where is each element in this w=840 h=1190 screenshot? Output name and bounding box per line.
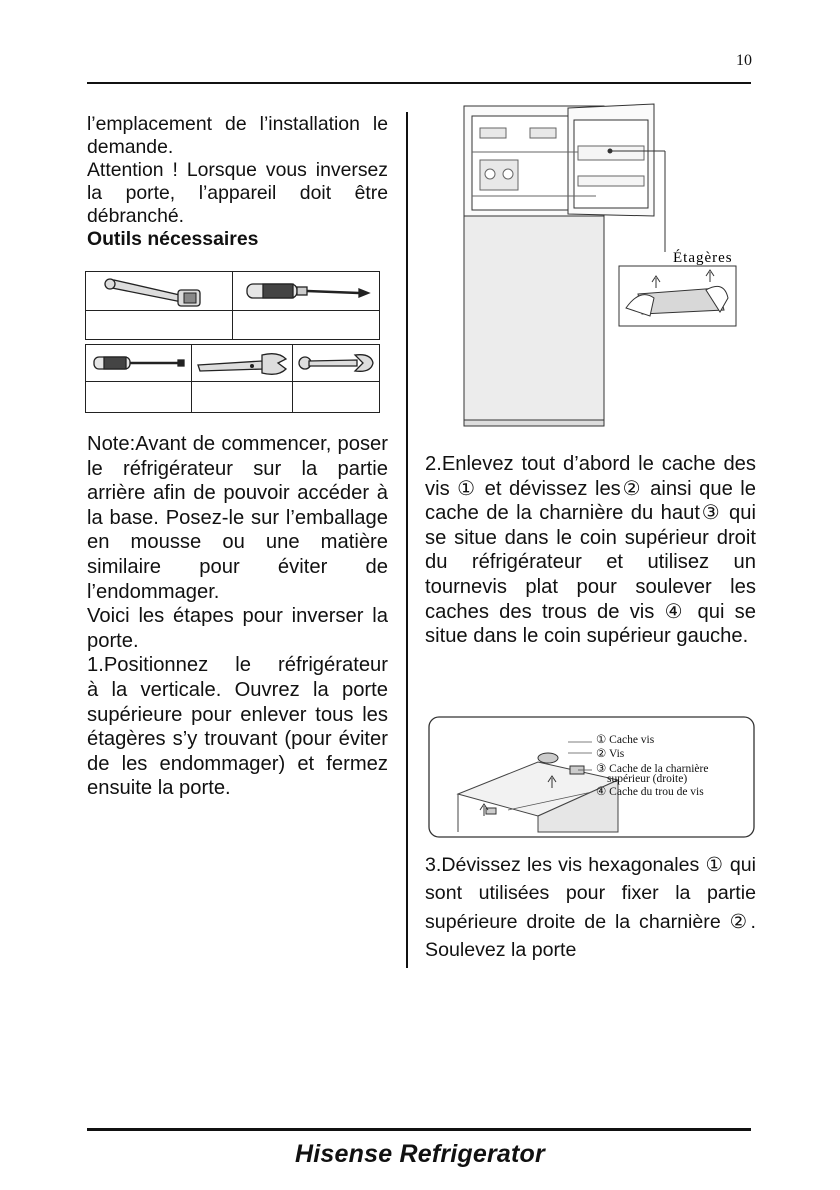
tool-cell [85, 344, 192, 382]
shelves-label: Étagères [673, 250, 733, 266]
column-divider [406, 112, 408, 968]
phillips-screwdriver-icon [233, 272, 379, 310]
hinge-label-screw-cover: ① Cache vis [596, 734, 655, 746]
tool-cell [191, 344, 293, 382]
tool-cell [85, 271, 233, 311]
hinge-label-hole-cover: ④ Cache du trou de vis [596, 786, 704, 798]
combination-spanner-icon [293, 345, 379, 381]
hinge-label-screw: ② Vis [596, 748, 625, 760]
tool-cell [232, 271, 380, 311]
page-number: 10 [736, 52, 752, 69]
intro-paragraph: l’emplacement de l’installation le demande. [87, 113, 388, 158]
note-paragraph: Note:Avant de commencer, poser le réfrigérateur sur la partie arrière afin de pouvoir accéder à la base. Posez-le sur l’emballage en mousse ou une matière similaire pour éviter de l’endommager. [87, 433, 388, 603]
steps-intro-paragraph: Voici les étapes pour inverser la porte. [87, 605, 388, 652]
hinge-label-hinge-cover-sub: supérieur (droite) [607, 773, 688, 785]
step1-paragraph: à la verticale. Ouvrez la porte supérieure pour enlever tous les étagères s’y trouvant (pour éviter de les endommager) et fermez ensuite la porte. [87, 678, 388, 800]
footer-brand: Hisense Refrigerator [295, 1140, 545, 1168]
fridge-figure [428, 102, 754, 430]
tool-label-cell [85, 381, 192, 413]
attention-paragraph: Attention ! Lorsque vous inversez la porte, l’appareil doit être débranché. [87, 159, 388, 227]
tool-label-cell [292, 381, 380, 413]
note-text [87, 432, 388, 801]
adjustable-wrench-icon [192, 345, 292, 381]
step1-title: 1.Positionnez le réfrigérateur [87, 654, 388, 677]
tools-heading: Outils nécessaires [87, 228, 259, 250]
hinge-label-hinge-cover: ③ Cache de la charnière [596, 763, 709, 775]
step2-text: 2.Enlevez tout d’abord le cache des vis ① et dévissez les② ainsi que le cache de la charnière du haut③ qui se situe dans le coin supérieur droit du réfrigérateur et utilisez un tournevis plat pour soulever les caches des trous de vis ④ qui se situe dans le coin supérieur gauche. [425, 453, 756, 648]
tool-cell [292, 344, 380, 382]
hinge-figure [428, 716, 758, 840]
tools-table [85, 271, 380, 413]
tool-label-cell [191, 381, 293, 413]
tool-label-cell [232, 310, 380, 340]
header-rule [87, 82, 751, 84]
footer-rule [87, 1128, 751, 1131]
tool-label-cell [85, 310, 233, 340]
socket-wrench-icon [86, 272, 232, 310]
step3-text: 3.Dévissez les vis hexagonales ① qui sont utilisées pour fixer la partie supérieure droite de la charnière ②. Soulevez la porte [425, 854, 756, 962]
flat-screwdriver-icon [86, 345, 191, 381]
intro-text [87, 113, 388, 251]
